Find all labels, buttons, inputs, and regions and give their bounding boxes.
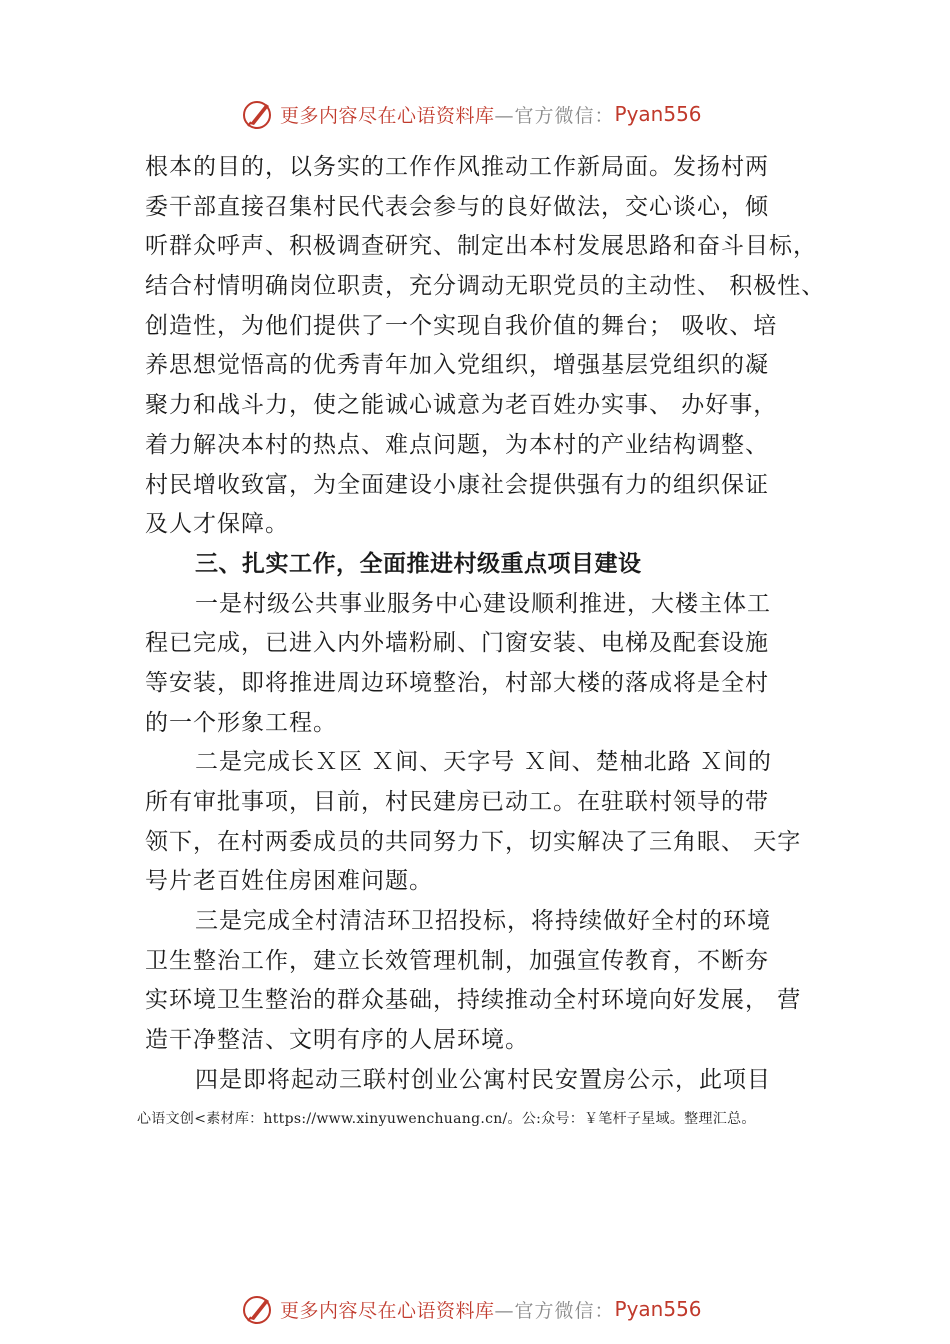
text-line: 造干净整洁、文明有序的人居环境。 xyxy=(145,1027,529,1054)
text-line: 创造性，为他们提供了一个实现自我价值的舞台； 吸收、培 xyxy=(145,312,778,339)
text-line: 领下，在村两委成员的共同努力下，切实解决了三角眼、 天字 xyxy=(145,828,802,855)
section-heading: 三、扎实工作，全面推进村级重点项目建设 xyxy=(195,550,642,577)
header-banner xyxy=(240,94,702,134)
text-line: 根本的目的，以务实的工作作风推动工作新局面。发扬村两 xyxy=(145,154,769,180)
banner-wechat-id: Pyan556 xyxy=(614,1297,702,1321)
text-line: 聚力和战斗力，使之能诚心诚意为老百姓办实事、 办好事， xyxy=(145,392,778,419)
text-line: 一是村级公共事业服务中心建设顺利推进，大楼主体工 xyxy=(195,590,771,617)
banner-wechat-label: —官方微信： xyxy=(494,104,615,127)
text-line: 听群众呼声、积极调查研究、制定出本村发展思路和奋斗目标， xyxy=(145,233,817,260)
text-line: 委干部直接召集村民代表会参与的良好做法，交心谈心，倾 xyxy=(145,193,769,220)
banner-title: 更多内容尽在心语资料库 xyxy=(280,1299,495,1322)
footer-banner xyxy=(240,1289,702,1329)
text-line: 及人才保障。 xyxy=(145,511,289,538)
document-body xyxy=(145,148,845,1101)
text-line: 着力解决本村的热点、难点问题，为本村的产业结构调整、 xyxy=(145,431,769,458)
text-line: 村民增收致富，为全面建设小康社会提供强有力的组织保证 xyxy=(145,471,769,498)
banner-wechat-label: —官方微信： xyxy=(494,1299,615,1322)
quill-pen-icon xyxy=(240,1291,276,1327)
text-line: 二是完成长Ｘ区 Ｘ间、天字号 Ｘ间、楚柚北路 Ｘ间的 xyxy=(195,749,772,776)
text-line: 程已完成，已进入内外墙粉刷、门窗安装、电梯及配套设施 xyxy=(145,630,769,657)
text-line: 等安装，即将推进周边环境整治，村部大楼的落成将是全村 xyxy=(145,669,769,696)
text-line: 实环境卫生整治的群众基础，持续推动全村环境向好发展， 营 xyxy=(145,987,802,1014)
text-line: 所有审批事项，目前，村民建房已动工。在驻联村领导的带 xyxy=(145,789,769,815)
quill-pen-icon xyxy=(240,96,276,132)
text-line: 三是完成全村清洁环卫招投标，将持续做好全村的环境 xyxy=(195,908,771,935)
text-line: 四是即将起动三联村创业公寓村民安置房公示，此项目 xyxy=(195,1066,771,1093)
text-line: 养思想觉悟高的优秀青年加入党组织，增强基层党组织的凝 xyxy=(145,352,769,379)
text-line: 的一个形象工程。 xyxy=(145,709,337,736)
banner-wechat-id: Pyan556 xyxy=(614,102,702,126)
text-line: 卫生整治工作，建立长效管理机制，加强宣传教育，不断夯 xyxy=(145,947,769,974)
footer-note: 心语文创<素材库：https://www.xinyuwenchuang.cn/。公:众号：￥笔杆子星域。整理汇总。 xyxy=(137,1111,756,1127)
text-line: 号片老百姓住房困难问题。 xyxy=(145,868,433,895)
banner-title: 更多内容尽在心语资料库 xyxy=(280,104,495,127)
text-line: 结合村情明确岗位职责，充分调动无职党员的主动性、 积极性、 xyxy=(145,273,826,300)
